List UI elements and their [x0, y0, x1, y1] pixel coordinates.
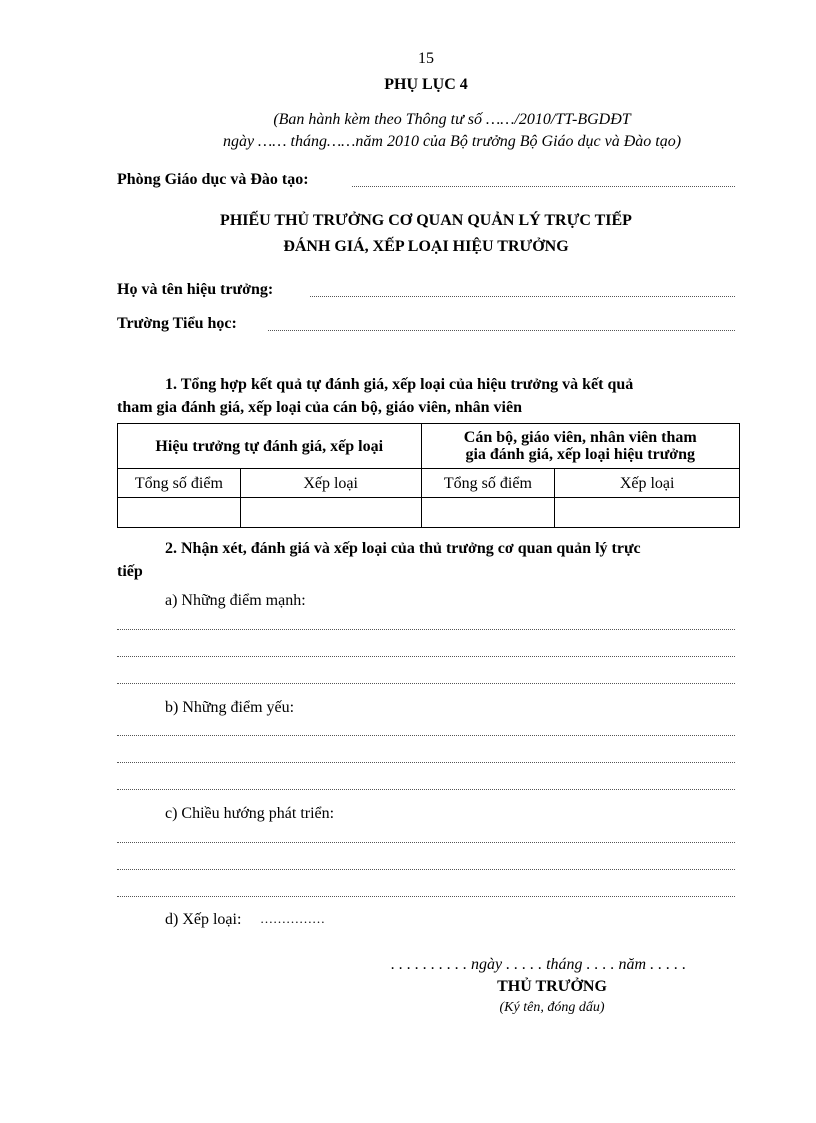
signature-note: (Ký tên, đóng dấu)	[499, 1000, 605, 1015]
table-cell[interactable]	[555, 498, 740, 528]
strengths-line[interactable]	[117, 629, 735, 630]
issued-note-line-1: (Ban hành kèm theo Thông tư số ……/2010/TT-BGDĐT	[273, 111, 631, 128]
rating-field[interactable]: ……………	[260, 911, 325, 926]
weaknesses-label: b) Những điểm yếu:	[165, 699, 295, 716]
form-title-line-2: ĐÁNH GIÁ, XẾP LOẠI HIỆU TRƯỞNG	[283, 238, 569, 255]
column-header-total-score: Tổng số điểm	[118, 469, 241, 498]
page-number: 15	[418, 50, 434, 67]
signature-date-line: . . . . . . . . . . ngày . . . . . tháng . . . . năm . . . . .	[391, 956, 687, 973]
group-header-staff-line-2: gia đánh giá, xếp loại hiệu trưởng	[465, 446, 696, 463]
department-label: Phòng Giáo dục và Đào tạo:	[117, 171, 309, 188]
group-header-staff-line-1: Cán bộ, giáo viên, nhân viên tham	[463, 429, 697, 446]
table-cell[interactable]	[118, 498, 241, 528]
department-field[interactable]	[352, 186, 735, 187]
table-group-header-row	[118, 424, 740, 469]
column-header-rating: Xếp loại	[240, 469, 421, 498]
section-1-heading-line-2: tham gia đánh giá, xếp loại của cán bộ, giáo viên, nhân viên	[117, 399, 522, 416]
group-header-self-assessment: Hiệu trưởng tự đánh giá, xếp loại	[118, 424, 422, 469]
issued-note-line-2: ngày …… tháng……năm 2010 của Bộ trưởng Bộ Giáo dục và Đào tạo)	[222, 133, 682, 150]
section-2-heading-line-2: tiếp	[117, 563, 143, 580]
principal-name-field[interactable]	[310, 296, 735, 297]
table-column-header-row	[118, 469, 740, 498]
principal-name-label: Họ và tên hiệu trưởng:	[117, 281, 274, 298]
development-line[interactable]	[117, 896, 735, 897]
column-header-rating: Xếp loại	[555, 469, 740, 498]
section-2-heading-line-1: 2. Nhận xét, đánh giá và xếp loại của thủ trưởng cơ quan quản lý trực	[165, 540, 641, 557]
evaluation-summary-table	[117, 423, 740, 528]
table-row	[118, 498, 740, 528]
strengths-line[interactable]	[117, 656, 735, 657]
group-header-staff-assessment	[421, 424, 740, 469]
strengths-line[interactable]	[117, 683, 735, 684]
school-label: Trường Tiểu học:	[117, 315, 237, 332]
table-cell[interactable]	[421, 498, 555, 528]
weaknesses-line[interactable]	[117, 762, 735, 763]
weaknesses-line[interactable]	[117, 735, 735, 736]
strengths-label: a) Những điểm mạnh:	[165, 592, 306, 609]
table-cell[interactable]	[240, 498, 421, 528]
development-line[interactable]	[117, 869, 735, 870]
appendix-heading: PHỤ LỤC 4	[384, 76, 468, 93]
rating-label: d) Xếp loại:	[165, 911, 242, 928]
weaknesses-line[interactable]	[117, 789, 735, 790]
form-title-line-1: PHIẾU THỦ TRƯỞNG CƠ QUAN QUẢN LÝ TRỰC TIẾP	[220, 212, 632, 229]
section-1-heading-line-1: 1. Tổng hợp kết quả tự đánh giá, xếp loại của hiệu trưởng và kết quả	[165, 376, 634, 393]
column-header-total-score: Tổng số điểm	[421, 469, 555, 498]
development-label: c) Chiều hướng phát triển:	[165, 805, 335, 822]
signature-title: THỦ TRƯỞNG	[497, 978, 607, 995]
school-field[interactable]	[268, 330, 735, 331]
development-line[interactable]	[117, 842, 735, 843]
